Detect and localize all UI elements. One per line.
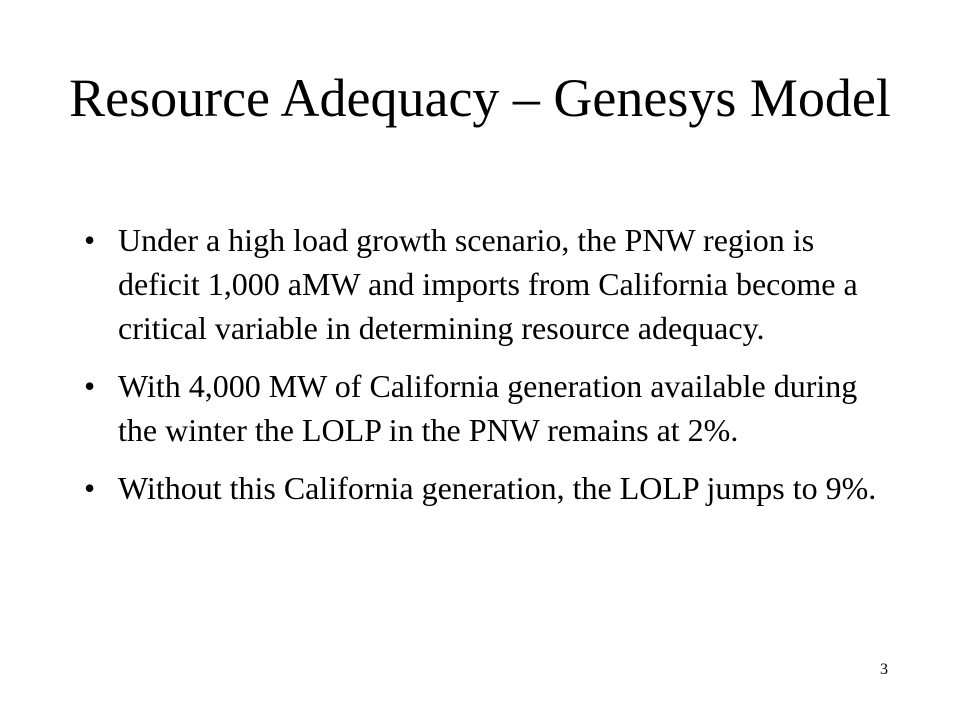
bullet-list [84, 218, 884, 524]
bullet-icon: • [84, 222, 96, 258]
bullet-text: Under a high load growth scenario, the PNW region is deficit 1,000 aMW and imports from California become a critical variable in determining resource adequacy. [118, 222, 858, 346]
bullet-icon: • [84, 368, 96, 404]
bullet-text: Without this California generation, the LOLP jumps to 9%. [118, 470, 877, 506]
bullet-text: With 4,000 MW of California generation available during the winter the LOLP in the PNW remains at 2%. [118, 368, 858, 448]
slide-title: Resource Adequacy – Genesys Model [69, 68, 891, 128]
bullet-item [84, 218, 884, 350]
page-number: 3 [880, 661, 888, 678]
bullet-item [84, 466, 884, 510]
bullet-item [84, 364, 884, 452]
bullet-icon: • [84, 470, 96, 506]
